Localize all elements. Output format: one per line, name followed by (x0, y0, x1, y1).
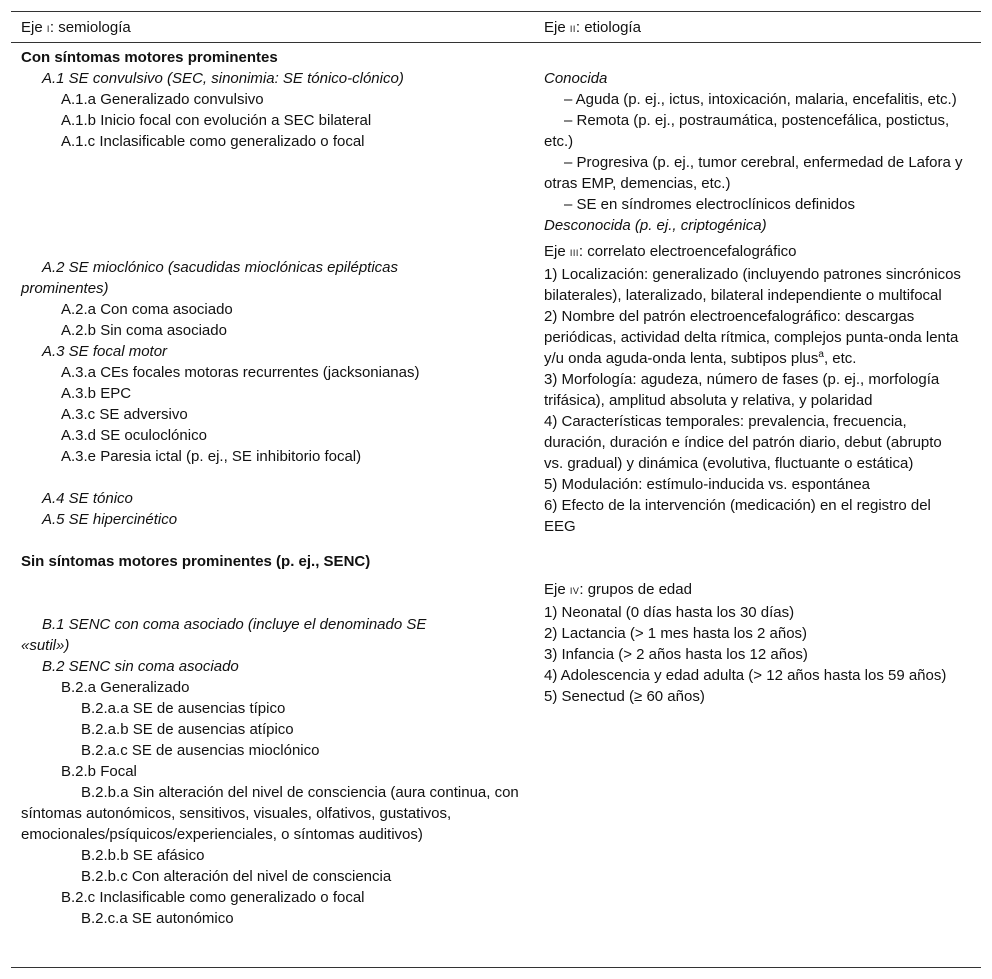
spacer (21, 530, 521, 551)
eeg-item-1: 1) Localización: generalizado (incluyendo patrones sincrónicos bilaterales), lateralizado, bilateral independiente o multifocal (544, 266, 961, 304)
spacer (21, 572, 521, 614)
item-a3d: A.3.d SE oculoclónico (61, 427, 207, 444)
group-b-heading: Sin síntomas motores prominentes (p. ej., SENC) (21, 553, 371, 570)
item-a3: A.3 SE focal motor (42, 343, 168, 360)
header-semiology: Eje I: semiología (21, 19, 131, 36)
age-item-3: 3) Infancia (> 2 años hasta los 12 años) (544, 646, 808, 663)
age-item-1: 1) Neonatal (0 días hasta los 30 días) (544, 604, 795, 621)
etiology-remote: – Remota (p. ej., postraumática, postencefálica, postictus, etc.) (544, 112, 950, 150)
item-b2ba: B.2.b.a Sin alteración del nivel de consciencia (aura continua, con síntomas autonómicos, sensitivos, visuales, olfativos, gustativos, emocionales/psíquicos/experienciales, o síntomas auditivos) (21, 784, 519, 843)
eeg-item-6: 6) Efecto de la intervención (medicación) en el registro del EEG (544, 497, 931, 535)
eeg-item-3: 3) Morfología: agudeza, número de fases (p. ej., morfología trifásica), amplitud absoluta y relativa, y polaridad (544, 371, 940, 409)
item-a2a: A.2.a Con coma asociado (61, 301, 233, 318)
item-a3c: A.3.c SE adversivo (61, 406, 188, 423)
eeg-item-5: 5) Modulación: estímulo-inducida vs. espontánea (544, 476, 871, 493)
classification-table (11, 11, 981, 968)
age-item-4: 4) Adolescencia y edad adulta (> 12 años hasta los 59 años) (544, 667, 947, 684)
item-b2bb: B.2.b.b SE afásico (81, 847, 205, 864)
etiology-known: Conocida (544, 70, 608, 87)
item-b2ac: B.2.a.c SE de ausencias mioclónico (81, 742, 320, 759)
semiology-column (21, 47, 521, 929)
spacer (544, 537, 964, 579)
item-a2b: A.2.b Sin coma asociado (61, 322, 227, 339)
item-b1: B.1 SENC con coma asociado (incluye el denominado SE «sutil») (21, 616, 427, 654)
age-item-5: 5) Senectud (≥ 60 años) (544, 688, 705, 705)
etiology-acute: – Aguda (p. ej., ictus, intoxicación, malaria, encefalitis, etc.) (564, 91, 957, 108)
age-item-2: 2) Lactancia (> 1 mes hasta los 2 años) (544, 625, 808, 642)
spacer (544, 47, 964, 68)
group-a-heading: Con síntomas motores prominentes (21, 49, 278, 66)
item-a5: A.5 SE hipercinético (42, 511, 178, 528)
item-a1a: A.1.a Generalizado convulsivo (61, 91, 264, 108)
item-b2c: B.2.c Inclasificable como generalizado o focal (61, 889, 365, 906)
item-a1: A.1 SE convulsivo (SEC, sinonimia: SE tónico-clónico) (42, 70, 404, 87)
item-b2aa: B.2.a.a SE de ausencias típico (81, 700, 286, 717)
etiology-progressive: – Progresiva (p. ej., tumor cerebral, enfermedad de Lafora y otras EMP, demencias, etc.) (544, 154, 963, 192)
item-a1b: A.1.b Inicio focal con evolución a SEC bilateral (61, 112, 372, 129)
item-b2: B.2 SENC sin coma asociado (42, 658, 239, 675)
etiology-column (544, 47, 964, 707)
item-a1c: A.1.c Inclasificable como generalizado o focal (61, 133, 365, 150)
age-heading: Eje IV: grupos de edad (544, 581, 692, 598)
eeg-item-4: 4) Características temporales: prevalencia, frecuencia, duración, duración e índice del patrón diario, debut (abrupto vs. gradual) y dinámica (evolutiva, fluctuante o estática) (544, 413, 942, 472)
header-etiology: Eje II: etiología (544, 19, 641, 36)
item-a3b: A.3.b EPC (61, 385, 132, 402)
etiology-syndromes: – SE en síndromes electroclínicos definidos (564, 196, 855, 213)
item-a2: A.2 SE mioclónico (sacudidas mioclónicas epilépticas prominentes) (21, 259, 399, 297)
item-b2a: B.2.a Generalizado (61, 679, 190, 696)
item-a3a: A.3.a CEs focales motoras recurrentes (jacksonianas) (61, 364, 420, 381)
eeg-item-2: 2) Nombre del patrón electroencefalográfico: descargas periódicas, actividad delta rítmica, complejos punta-onda lenta y/u onda aguda-onda lenta, subtipos plus$^a$, etc. (544, 308, 959, 367)
eeg-heading: Eje III: correlato electroencefalográfico (544, 243, 797, 260)
item-b2bc: B.2.b.c Con alteración del nivel de consciencia (81, 868, 392, 885)
spacer (21, 467, 521, 488)
item-b2ab: B.2.a.b SE de ausencias atípico (81, 721, 294, 738)
spacer (21, 152, 521, 257)
item-a3e: A.3.e Paresia ictal (p. ej., SE inhibitorio focal) (61, 448, 362, 465)
item-b2b: B.2.b Focal (61, 763, 137, 780)
item-b2ca: B.2.c.a SE autonómico (81, 910, 234, 927)
table-header (11, 12, 981, 43)
item-a4: A.4 SE tónico (42, 490, 133, 507)
etiology-unknown: Desconocida (p. ej., criptogénica) (544, 217, 767, 234)
